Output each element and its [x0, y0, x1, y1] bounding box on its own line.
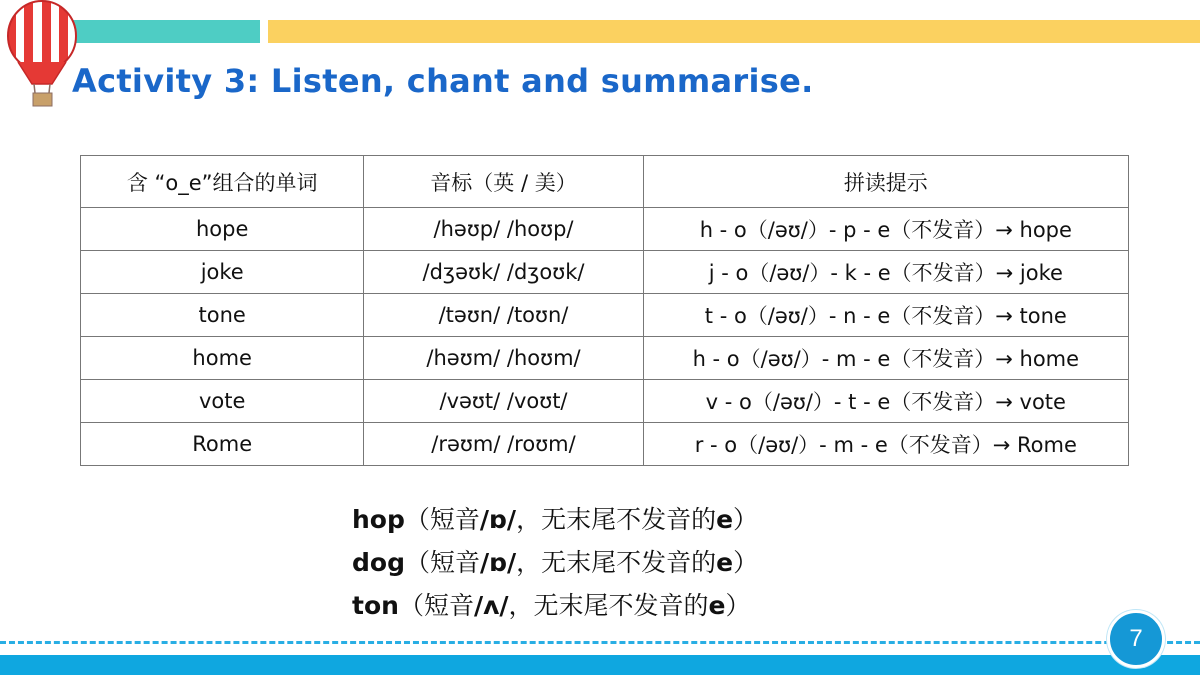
header-phonetic: 音标（英 / 美）: [364, 156, 643, 208]
summary-text: ）: [733, 505, 759, 534]
summary-letter-e: e: [708, 591, 726, 620]
summary-text: ，无末尾不发音的: [516, 505, 717, 534]
page-number: 7: [1107, 610, 1165, 668]
summary-phonetic: /ɒ/: [479, 548, 517, 577]
cell-word: vote: [81, 380, 364, 423]
summary-text: ）: [725, 591, 751, 620]
cell-phonetic: /təʊn/ /toʊn/: [364, 294, 643, 337]
cell-phonetic: /vəʊt/ /voʊt/: [364, 380, 643, 423]
header-hint: 拼读提示: [643, 156, 1128, 208]
table-row: [81, 337, 1129, 380]
summary-word: dog: [352, 548, 405, 577]
summary-text: （短音: [404, 505, 480, 534]
summary-line: [352, 584, 758, 627]
cell-phonetic: /rəʊm/ /roʊm/: [364, 423, 643, 466]
header-bar-yellow: [268, 20, 1200, 43]
table-row: [81, 294, 1129, 337]
cell-hint: v - o（/əʊ/）- t - e（不发音）→ vote: [643, 380, 1128, 423]
cell-word: tone: [81, 294, 364, 337]
table-row: [81, 423, 1129, 466]
summary-word: hop: [352, 505, 405, 534]
table-header-row: [81, 156, 1129, 208]
summary-block: [352, 498, 758, 627]
oe-words-table: [80, 155, 1129, 466]
summary-text: ，无末尾不发音的: [516, 548, 717, 577]
header-bar-teal: [70, 20, 260, 43]
summary-text: （短音: [398, 591, 474, 620]
cell-hint: h - o（/əʊ/）- p - e（不发音）→ hope: [643, 208, 1128, 251]
summary-word: ton: [352, 591, 399, 620]
cell-phonetic: /həʊm/ /hoʊm/: [364, 337, 643, 380]
cell-hint: r - o（/əʊ/）- m - e（不发音）→ Rome: [643, 423, 1128, 466]
table-row: [81, 380, 1129, 423]
summary-text: ，无末尾不发音的: [508, 591, 709, 620]
page-title: Activity 3: Listen, chant and summarise.: [72, 62, 814, 100]
summary-text: （短音: [404, 548, 480, 577]
cell-hint: h - o（/əʊ/）- m - e（不发音）→ home: [643, 337, 1128, 380]
table-row: [81, 208, 1129, 251]
cell-word: hope: [81, 208, 364, 251]
cell-phonetic: /dʒəʊk/ /dʒoʊk/: [364, 251, 643, 294]
summary-letter-e: e: [716, 548, 734, 577]
summary-text: ）: [733, 548, 759, 577]
summary-line: [352, 541, 758, 584]
hot-air-balloon-icon: [4, 0, 80, 110]
summary-phonetic: /ɒ/: [479, 505, 517, 534]
summary-line: [352, 498, 758, 541]
footer-dashed-line: [0, 641, 1200, 644]
cell-hint: t - o（/əʊ/）- n - e（不发音）→ tone: [643, 294, 1128, 337]
table-row: [81, 251, 1129, 294]
cell-word: home: [81, 337, 364, 380]
footer-bar: [0, 655, 1200, 675]
header-word: 含 “o_e”组合的单词: [81, 156, 364, 208]
summary-phonetic: /ʌ/: [473, 591, 509, 620]
summary-letter-e: e: [716, 505, 734, 534]
cell-word: joke: [81, 251, 364, 294]
cell-phonetic: /həʊp/ /hoʊp/: [364, 208, 643, 251]
cell-hint: j - o（/əʊ/）- k - e（不发音）→ joke: [643, 251, 1128, 294]
cell-word: Rome: [81, 423, 364, 466]
